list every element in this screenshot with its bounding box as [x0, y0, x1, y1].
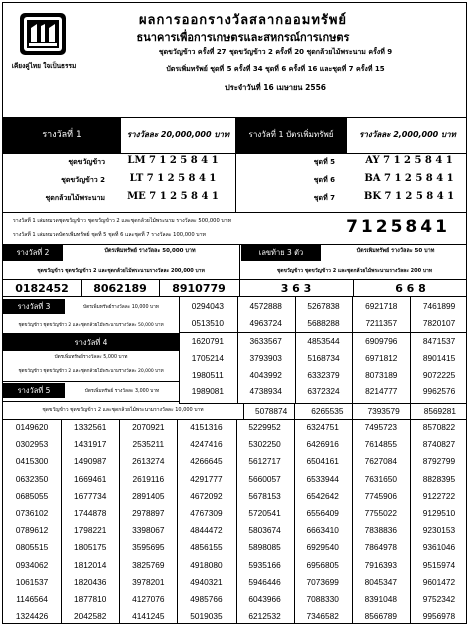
- prize5-number: 8566789: [364, 611, 397, 622]
- prize5-number: 1332561: [74, 422, 107, 432]
- slogan: เคียงคู่ไทย ใจเป็นธรรม: [11, 62, 77, 70]
- prize5-number: 8045347: [364, 576, 397, 587]
- prize5-number: 1877810: [74, 594, 107, 604]
- near-prize-line-2: รางวัลที่ 1 เล่มหมวดบัตรเพิ่มทรัพย์ ชุดที่ 5 ชุดที่ 6 และชุดที่ 7 รางวัลละ 100,000 บาท: [13, 232, 206, 238]
- prize5-number: 2613274: [132, 456, 165, 467]
- prize4-note: ชุดขวัญข้าว ชุดขวัญข้าว 2 และชุดกล้วยไม้พระนามรางวัลละ 20,000 บาท: [18, 369, 164, 374]
- prize4-number: 5168734: [307, 352, 340, 363]
- prize5-number: 4672092: [190, 490, 223, 501]
- prize5-number: 4985766: [190, 594, 223, 604]
- prize4-number: 6372324: [307, 386, 340, 397]
- prize5-number: 6212532: [248, 611, 281, 622]
- prize5-number: 4940321: [190, 576, 223, 587]
- prize5-number: 9752342: [422, 594, 456, 604]
- prize3-number: 7820107: [422, 317, 456, 328]
- prize5-number: 7916393: [364, 559, 397, 570]
- prize5-number: 6426916: [306, 439, 339, 450]
- prize1-label: รางวัลที่ 1: [3, 117, 121, 153]
- prize5-number: 9956978: [422, 611, 456, 622]
- prize5-number: 1146564: [16, 594, 48, 604]
- prize5-number: 7614855: [364, 439, 397, 450]
- prize5-number: 4291777: [190, 473, 223, 484]
- prize5-number: 0736102: [15, 508, 49, 518]
- prize5-number: 1798221: [74, 525, 107, 536]
- prize5-number: 4141245: [132, 611, 165, 622]
- prize2-label: รางวัลที่ 2: [3, 245, 63, 261]
- bonus-row-number: BA 7 1 2 5 8 4 1: [364, 173, 454, 184]
- prize1-value: รางวัลละ 20,000,000 บาท: [126, 130, 230, 139]
- prize2-note: ชุดขวัญข้าว ชุดขวัญข้าว 2 และชุดกล้วยไม้พระนามรางวัลละ 200,000 บาท: [37, 268, 205, 274]
- prize5-number: 7864978: [364, 542, 397, 553]
- prize5-label: รางวัลที่ 5: [3, 383, 65, 398]
- prize5-number: 6556409: [306, 508, 339, 518]
- prize5-number: 4918080: [190, 559, 223, 570]
- prize5-number: 6504161: [306, 456, 339, 467]
- prize5-number: 5078874: [254, 406, 288, 416]
- prize3-number: 7461899: [422, 301, 456, 311]
- prize5-number: 5660057: [248, 473, 281, 484]
- prize5-number: 8740827: [422, 439, 456, 450]
- series-line: ชุดขวัญข้าว ครั้งที่ 27 ชุดขวัญข้าว 2 ครั้งที่ 20 ชุดกล้วยไม้พระนาม ครั้งที่ 9: [158, 48, 393, 56]
- prize5-number: 0789612: [15, 525, 49, 536]
- prize5-number: 4151316: [190, 422, 223, 432]
- prize5-number: 2619116: [132, 473, 165, 484]
- prize5-number: 4266645: [190, 456, 223, 467]
- prize5-number: 1490987: [74, 456, 107, 467]
- prize5-number: 0632350: [15, 473, 49, 484]
- prize4-number: 6909796: [365, 336, 398, 346]
- prize5-note: ชุดขวัญข้าว ชุดขวัญข้าว 2 และชุดกล้วยไม้พระนามรางวัลละ 10,000 บาท: [42, 407, 204, 413]
- prize5-number: 2978897: [132, 508, 165, 518]
- prize5-number: 4247416: [190, 439, 223, 450]
- prize3-number: 0513510: [191, 317, 225, 328]
- prize5-number: 4844472: [190, 525, 223, 536]
- prize5-number: 2535211: [132, 439, 165, 450]
- prize5-number: 7755022: [364, 508, 397, 518]
- prize5-number: 6265535: [311, 406, 344, 416]
- prize5-number: 5803674: [248, 525, 281, 536]
- prize1-row-name: ชุดขวัญข้าว: [68, 158, 105, 166]
- last3-note: ชุดขวัญข้าว ชุดขวัญข้าว 2 และชุดกล้วยไม้พระนามรางวัลละ 200 บาท: [276, 268, 433, 274]
- prize3-label: รางวัลที่ 3: [3, 299, 65, 314]
- prize4-number: 8901415: [422, 352, 456, 363]
- prize5-number: 9129510: [422, 508, 456, 518]
- prize3-number: 0294043: [191, 301, 225, 311]
- prize5-number: 0415300: [15, 456, 49, 467]
- prize5-number: 8828395: [422, 473, 456, 484]
- prize5-number: 1324426: [15, 611, 49, 622]
- prize5-number: 1669461: [74, 473, 107, 484]
- prize5-number: 7838836: [364, 525, 397, 536]
- bonus-row-number: BK 7 1 2 5 8 4 1: [363, 191, 455, 202]
- bank-logo: [19, 12, 67, 56]
- prize4-number: 6971812: [365, 352, 398, 363]
- prize5-number: 7088330: [306, 594, 339, 604]
- prize5-number: 6324751: [306, 422, 339, 432]
- prize5-number: 5612717: [248, 456, 281, 467]
- prize2-bonus-note: บัตรเพิ่มทรัพย์ รางวัลละ 50,000 บาท: [104, 248, 196, 254]
- prize1-bonus-rows: [235, 155, 467, 211]
- prize5-number: 1061537: [15, 576, 49, 587]
- prize5-number: 0934062: [15, 559, 49, 570]
- prize5-number: 1820436: [74, 576, 107, 587]
- prize4-number: 9962576: [422, 386, 456, 397]
- prize5-number: 5935166: [248, 559, 281, 570]
- prize1-row-number: LT 7 1 2 5 8 4 1: [129, 173, 217, 184]
- prize5-number: 3595695: [132, 542, 165, 553]
- prize5-number: 5720541: [248, 508, 281, 518]
- prize5-number: 8570822: [422, 422, 456, 432]
- prize4-label: รางวัลที่ 4: [3, 334, 179, 351]
- prize3-number: 4963724: [249, 317, 282, 328]
- prize5-number: 3398067: [132, 525, 165, 536]
- prize5-number: 1744878: [74, 508, 107, 518]
- last3-number: 3 6 3: [280, 282, 312, 295]
- prize4-number: 1980511: [192, 369, 224, 380]
- prize5-number: 1431917: [74, 439, 107, 450]
- prize5-number: 7745906: [364, 490, 397, 501]
- bonus-series-line: บัตรเพิ่มทรัพย์ ชุดที่ 5 ครั้งที่ 34 ชุดที่ 6 ครั้งที่ 16 และชุดที่ 7 ครั้งที่ 15: [166, 65, 385, 73]
- prize5-number: 6663410: [306, 525, 339, 536]
- title-line-2: ธนาคารเพื่อการเกษตรและสหกรณ์การเกษตร: [136, 31, 350, 44]
- near-prize-line-1: รางวัลที่ 1 เล่มหมวดชุดขวัญข้าว ชุดขวัญข้าว 2 และชุดกล้วยไม้พระนาม รางวัลละ 500,000 บาท: [13, 218, 232, 224]
- prize5-number: 5019035: [190, 611, 223, 622]
- prize5-number: 3825769: [132, 559, 165, 570]
- prize5-number: 5678153: [248, 490, 281, 501]
- prize1-row-name: ชุดขวัญข้าว 2: [61, 176, 105, 184]
- prize5-number: 6043966: [248, 594, 281, 604]
- prize5-number: 7627084: [364, 456, 397, 467]
- bonus-row-number: AY 7 1 2 5 8 4 1: [365, 155, 453, 166]
- prize5-number: 7073699: [306, 576, 339, 587]
- prize5-number: 1812014: [74, 559, 107, 570]
- prize3-number: 7211357: [365, 317, 398, 328]
- prize5-number: 9361046: [422, 542, 456, 553]
- prize2-number: 0182452: [15, 282, 69, 295]
- prize4-number: 4043992: [249, 369, 282, 380]
- prize4-bonus-note: บัตรเพิ่มทรัพย์รางวัลละ 5,000 บาท: [54, 355, 128, 360]
- prize5-number: 6542642: [306, 490, 339, 501]
- prize4-number: 8471537: [422, 336, 456, 346]
- prize4-number: 4738934: [249, 386, 282, 397]
- bonus-row-name: ชุดที่ 7: [313, 194, 335, 202]
- prize5-number: 6929540: [306, 542, 339, 553]
- prize4-number: 1705214: [191, 352, 225, 363]
- prize5-number: 8569281: [423, 406, 457, 416]
- baac-logo-icon: [19, 12, 67, 56]
- last3-number: 6 6 8: [395, 282, 426, 295]
- prize4-number: 1620791: [191, 336, 225, 346]
- draw-date: ประจำวันที่ 16 เมษายน 2556: [224, 83, 327, 92]
- prize5-number: 4856155: [190, 542, 223, 553]
- near-prize-number: 7125841: [346, 217, 450, 237]
- prize5-number: 2070921: [132, 422, 165, 432]
- prize5-number: 8391048: [364, 594, 397, 604]
- prize5-number: 0302953: [15, 439, 49, 450]
- bonus-row-name: ชุดที่ 5: [313, 158, 335, 166]
- prize5-number: 5229952: [248, 422, 281, 432]
- prize5-number: 9230153: [422, 525, 456, 536]
- prize5-number: 7346582: [306, 611, 339, 622]
- prize5-number: 8792799: [422, 456, 456, 467]
- prize5-number: 4767309: [190, 508, 223, 518]
- prize5-number: 5302250: [248, 439, 281, 450]
- last3-bonus-note: บัตรเพิ่มทรัพย์ รางวัลละ 50 บาท: [356, 248, 435, 254]
- prize3-number: 5267838: [307, 301, 340, 311]
- prize4-number: 4853544: [307, 336, 340, 346]
- prize5-number: 6533944: [306, 473, 339, 484]
- prize3-number: 6921718: [365, 301, 398, 311]
- prize5-number: 5898085: [248, 542, 281, 553]
- lottery-result-sheet: [2, 2, 467, 624]
- prize5-number: 9601472: [422, 576, 456, 587]
- prize4-number: 1989081: [191, 386, 225, 397]
- prize4-number: 8214777: [365, 386, 398, 397]
- prize5-number: 5946446: [248, 576, 281, 587]
- prize3-note: ชุดขวัญข้าว ชุดขวัญข้าว 2 และชุดกล้วยไม้พระนามรางวัลละ 50,000 บาท: [18, 323, 164, 328]
- prize2-number: 8062189: [93, 282, 147, 295]
- last3-label: เลขท้าย 3 ตัว: [241, 245, 321, 261]
- prize5-number: 7631650: [364, 473, 397, 484]
- prize5-number: 7495723: [364, 422, 397, 432]
- prize5-number: 6956805: [306, 559, 339, 570]
- prize1-rows: [3, 155, 235, 211]
- prize4-number: 6332379: [307, 369, 340, 380]
- title-line-1: ผลการออกรางวัลสลากออมทรัพย์: [138, 13, 348, 28]
- prize5-number: 4127076: [132, 594, 165, 604]
- prize5-number: 9122722: [422, 490, 456, 501]
- prize1-row-name: ชุดกล้วยไม้พระนาม: [45, 194, 105, 202]
- prize5-number: 1805175: [74, 542, 107, 553]
- prize5-number: 1677734: [74, 490, 107, 501]
- prize5-number: 0805515: [15, 542, 49, 553]
- prize5-number: 3978201: [132, 576, 165, 587]
- prize3-number: 4572888: [249, 301, 282, 311]
- prize5-number: 9515974: [422, 559, 456, 570]
- prize1-bonus-label: รางวัลที่ 1 บัตรเพิ่มทรัพย์: [235, 117, 347, 153]
- prize1-row-number: LM 7 1 2 5 8 4 1: [127, 155, 219, 166]
- prize2-number: 8910779: [172, 282, 226, 295]
- prize4-number: 3633567: [249, 336, 282, 346]
- prize5-number: 7393579: [367, 406, 400, 416]
- prize4-number: 9072225: [422, 369, 456, 380]
- prize5-number: 0149620: [15, 422, 49, 432]
- prize4-number: 3793903: [249, 352, 282, 363]
- prize1-row-number: ME 7 1 2 5 8 4 1: [127, 191, 219, 202]
- prize1-bonus-value: รางวัลละ 2,000,000 บาท: [359, 130, 456, 139]
- bonus-row-name: ชุดที่ 6: [313, 176, 335, 184]
- prize3-bonus-note: บัตรเพิ่มทรัพย์รางวัลละ 10,000 บาท: [83, 305, 159, 310]
- prize4-number: 8073189: [365, 369, 398, 380]
- prize5-number: 2891405: [132, 490, 165, 501]
- prize5-number: 2042582: [74, 611, 107, 622]
- prize3-number: 5688288: [307, 317, 340, 328]
- prize5-bonus-note: บัตรเพิ่มทรัพย์ รางวัลละ 3,000 บาท: [84, 389, 160, 394]
- prize5-number: 0685055: [15, 490, 49, 501]
